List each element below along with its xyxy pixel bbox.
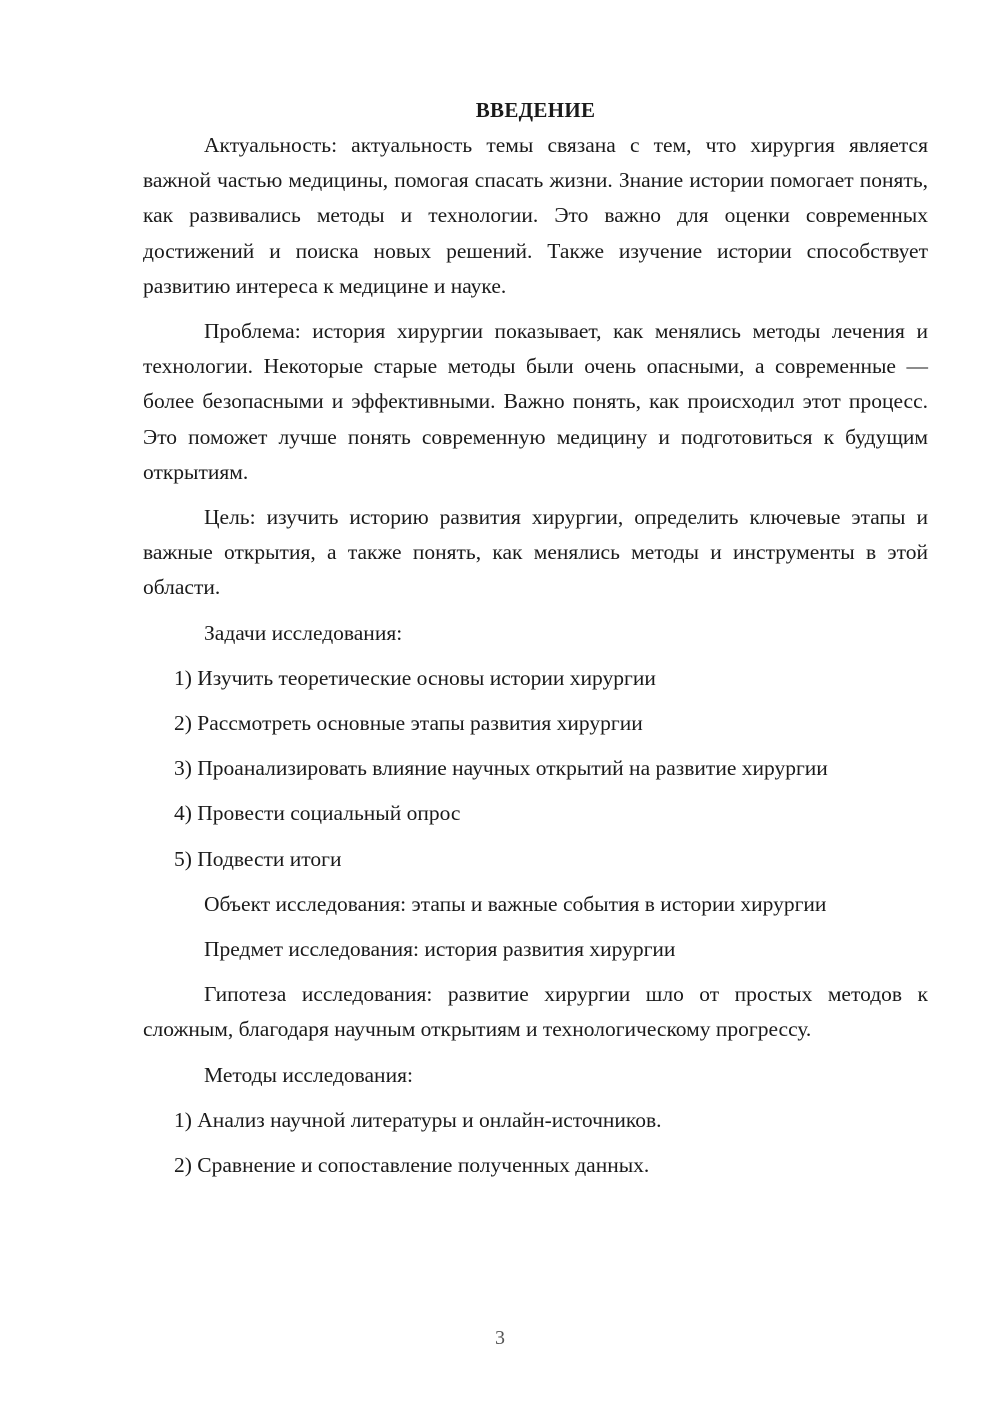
task-item-5: 5) Подвести итоги	[174, 846, 342, 871]
document-page	[143, 92, 928, 1183]
task-item-4: 4) Провести социальный опрос	[174, 801, 461, 826]
tasks-heading: Задачи исследования:	[204, 620, 403, 645]
paragraph-object: Объект исследования: этапы и важные события в истории хирургии	[204, 891, 827, 916]
methods-heading: Методы исследования:	[204, 1062, 413, 1087]
paragraph-subject: Предмет исследования: история развития хирургии	[204, 937, 676, 962]
paragraph-hypothesis: Гипотеза исследования: развитие хирургии шло от простых методов к сложным, благодаря научным открытиям и технологическому прогрессу.	[143, 982, 928, 1042]
task-item-2: 2) Рассмотреть основные этапы развития хирургии	[174, 711, 643, 736]
method-item-1: 1) Анализ научной литературы и онлайн-источников.	[174, 1107, 662, 1132]
paragraph-problem: Проблема: история хирургии показывает, как менялись методы лечения и технологии. Некоторые старые методы были очень опасными, а современные — более безопасными и эффективными. Важно понять, как происходил этот процесс. Это поможет лучше понять современную медицину и подготовиться к будущим открытиям.	[143, 319, 928, 484]
page-number: 3	[495, 1327, 505, 1349]
task-item-3: 3) Проанализировать влияние научных открытий на развитие хирургии	[174, 756, 828, 781]
method-item-2: 2) Сравнение и сопоставление полученных данных.	[174, 1153, 650, 1178]
section-title: ВВЕДЕНИЕ	[475, 98, 596, 122]
task-item-1: 1) Изучить теоретические основы истории хирургии	[174, 665, 656, 690]
paragraph-goal: Цель: изучить историю развития хирургии, определить ключевые этапы и важные открытия, а также понять, как менялись методы и инструменты в этой области.	[143, 505, 928, 600]
paragraph-relevance: Актуальность: актуальность темы связана с тем, что хирургия является важной частью медицины, помогая спасать жизни. Знание истории помогает понять, как развивались методы и технологии. Это важно для оценки современных достижений и поиска новых решений. Также изучение истории способствует развитию интереса к медицине и науке.	[143, 133, 928, 298]
